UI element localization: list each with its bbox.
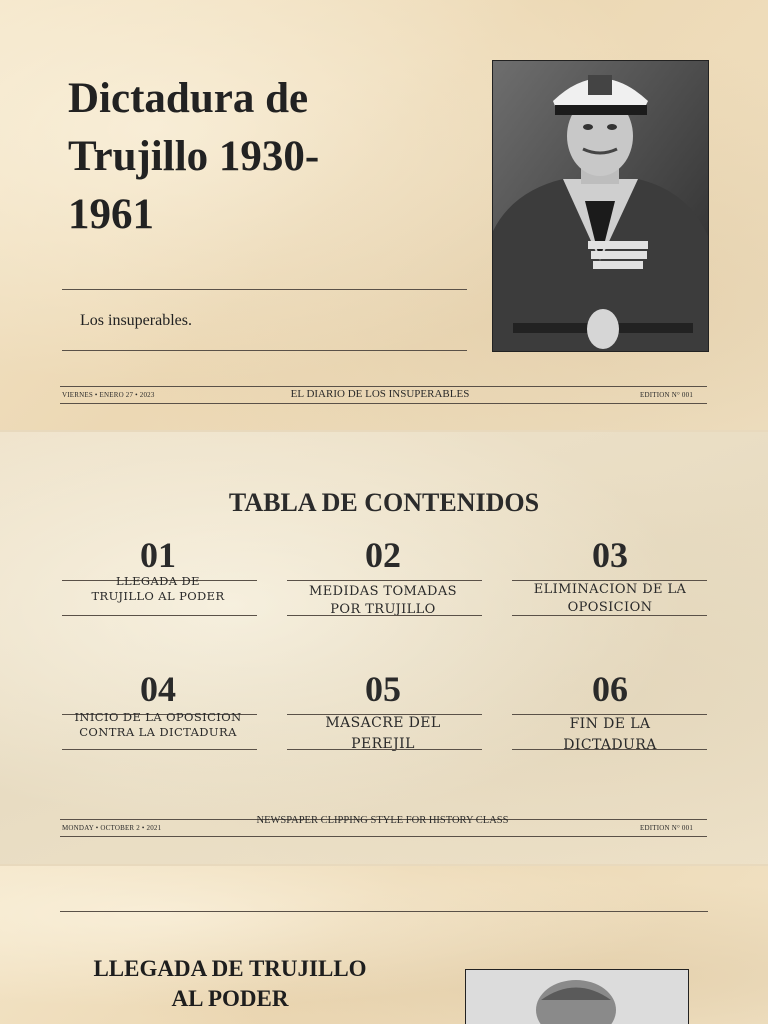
toc-number-02: 02: [365, 535, 401, 575]
footer-date: VIERNES • ENERO 27 • 2023: [62, 391, 155, 399]
divider: [287, 749, 482, 750]
footer-rule-top: [60, 386, 707, 387]
divider: [512, 615, 707, 616]
divider: [60, 911, 708, 912]
toc-item-01[interactable]: LLEGADA DE TRUJILLO AL PODER: [91, 574, 225, 603]
toc-item-06[interactable]: FIN DE LA DICTADURA: [563, 716, 657, 753]
footer-caption: NEWSPAPER CLIPPING STYLE FOR HISTORY CLASS: [256, 815, 509, 826]
cover-subtitle: Los insuperables.: [80, 312, 192, 329]
section-title: LLEGADA DE TRUJILLO AL PODER: [93, 956, 367, 1011]
toc-number-03: 03: [592, 535, 628, 575]
divider: [62, 289, 467, 290]
toc-item-05[interactable]: MASACRE DEL PEREJIL: [325, 715, 441, 752]
cover-title: Dictadura de Trujillo 1930-1961: [68, 75, 320, 238]
cover-slide: [0, 0, 768, 430]
divider: [62, 350, 467, 351]
portrait-illustration: [466, 970, 688, 1024]
footer-rule-bottom: [60, 836, 707, 837]
section-slide: [0, 866, 768, 1024]
divider: [512, 749, 707, 750]
divider: [287, 615, 482, 616]
contents-slide: [0, 432, 768, 864]
section-photo: [465, 969, 689, 1024]
footer-edition: EDITION N° 001: [640, 824, 694, 832]
toc-number-04: 04: [140, 669, 176, 709]
toc-item-02[interactable]: MEDIDAS TOMADAS POR TRUJILLO: [309, 584, 457, 617]
footer-edition: EDITION N° 001: [640, 391, 694, 399]
divider: [62, 749, 257, 750]
divider: [287, 580, 482, 581]
toc-item-04[interactable]: INICIO DE LA OPOSICION CONTRA LA DICTADURA: [74, 710, 242, 739]
portrait-illustration: [493, 61, 708, 351]
footer-date: MONDAY • OCTOBER 2 • 2021: [62, 824, 162, 832]
toc-number-01: 01: [140, 535, 176, 575]
footer-newspaper-name: EL DIARIO DE LOS INSUPERABLES: [290, 388, 470, 400]
divider: [62, 615, 257, 616]
toc-number-06: 06: [592, 669, 628, 709]
toc-item-03[interactable]: ELIMINACION DE LA OPOSICION: [533, 582, 687, 615]
contents-title: TABLA DE CONTENIDOS: [228, 488, 540, 517]
portrait-photo: [492, 60, 709, 352]
footer-rule-bottom: [60, 403, 707, 404]
toc-number-05: 05: [365, 669, 401, 709]
